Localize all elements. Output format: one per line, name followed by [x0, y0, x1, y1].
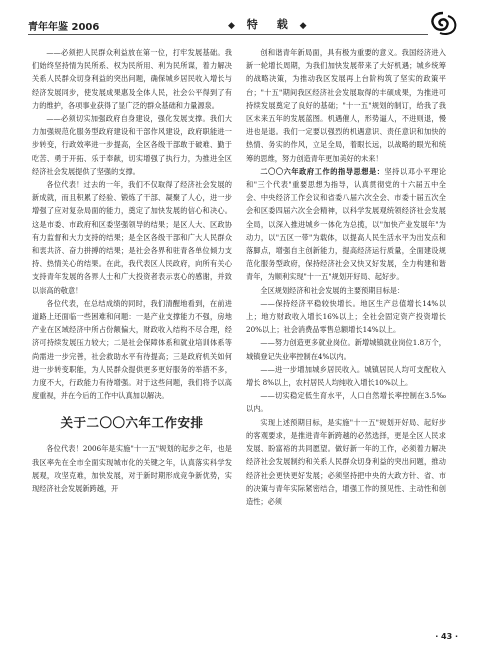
paragraph: 各位代表！2006年是实施"十一五"规划的起步之年，也是我区率先在全市全面实现城市化的关键之年，认真落实科学发展观，攻坚克难，加快发展，对于新时期形成竞争新优势，实现经济社会发展新跨越，开 [32, 444, 232, 494]
paragraph: 各位代表，在总结成绩的同时，我们清醒地看到，在前进道路上还面临一些困难和问题：一是产业支撑能力不强，房地产业在区域经济中所占份额偏大，财政收入结构不尽合理，经济可持续发展压力较大；二是社会保障体系和就业培训体系等尚需进一步完善，社会救助水平有待提高；三是政府机关如何进一步转变职能，为人民群众提供更多更好服务的举措不多，力度不大，行政能力有待增强。对于这些问题，我们将予以高度重视，并在今后的工作中认真加以解决。 [32, 298, 232, 401]
paragraph: 实现上述预期目标，是实施"十一五"规划开好局、起好步的客观要求，是推进青年新跨越的必然选择，更是全区人民求发展、盼富裕的共同愿望。做好新一年的工作，必须着力解决经济社会发展制约和关系人民群众切身利益的突出问题，推动经济社会更快更好发展；必须坚持把中央的大政方针、省、市的决策与青年实际紧密结合，增强工作的预见性、主动性和创造性；必须 [246, 417, 446, 506]
diamond-icon: ◆ [299, 21, 311, 31]
right-column [246, 46, 446, 508]
guiding-principle-paragraph [246, 165, 446, 284]
swirl-logo-icon [426, 10, 460, 36]
page-header [28, 10, 460, 36]
journal-title: 青年年鉴 2006 [28, 22, 100, 33]
bold-lead-text: 二〇〇六年政府工作的指导思想是： [260, 166, 385, 176]
diamond-icon: ◆ [228, 21, 239, 31]
left-column [32, 46, 232, 495]
target-item: ——保持经济平稳较快增长。地区生产总值增长14%以上；地方财政收入增长16%以上；全社会固定资产投资增长20%以上；社会消费品零售总额增长14%以上。 [246, 298, 446, 335]
paragraph: 各位代表！过去的一年，我们不仅取得了经济社会发展的新成就，而且积累了经验、锻炼了干部、凝聚了人心，进一步增强了应对复杂局面的能力，奠定了加快发展的信心和决心。这是市委、市政府和区委坚强领导的结果；是区人大、区政协有力监督和大力支持的结果；是全区各级干部和广大人民群众和衷共济、奋力拼搏的结果；是社会各界和驻青各单位倾力支持、热情关心的结果。在此，我代表区人民政府，向所有关心支持青年发展的各界人士和广大投资者表示衷心的感谢，并致以崇高的敬意！ [32, 180, 232, 295]
section-title: 关于二〇〇六年工作安排 [60, 415, 204, 431]
page-number: · 43 · [435, 632, 458, 641]
paragraph: ——必须切实加强政府自身建设，强化发展支撑。我们大力加强规范化服务型政府建设和干部作风建设，政府职能进一步转变，行政效率进一步提高，全区各级干部敢于破难、勤于吃苦、勇于开拓、乐于奉献，切实增强了执行力，为推进全区经济社会发展提供了坚强的支撑。 [32, 114, 232, 176]
targets-intro: 全区规划经济和社会发展的主要预期目标是： [260, 285, 405, 295]
paragraph: 创和谐青年新局面，具有极为重要的意义。我国经济进入新一轮增长周期，为我们加快发展带来了大好机遇；城乡统筹的战略决策，为推动我区发展再上台阶构筑了坚实的政策平台；"十五"期间我区经济社会发展取得的丰硕成果，为推进可持续发展奠定了良好的基础；"十一五"规划的制订，给我了我区未来五年的发展蓝图。机遇催人，形势逼人，不进则退，慢进也是退。我们一定要以强烈的机遇意识、责任意识和加快的热情、务实的作风，立足全局，着眼长远，以战略的眼光和统筹的思维，努力创造青年更加美好的未来！ [246, 48, 446, 163]
lead-rest-text: 坚持以邓小平理论和"三个代表"重要思想为指导，认真贯彻党的十六届五中全会、中央经济工作会议和省委八届六次全会、市委十届五次全会和区委四届六次全会精神，以科学发展观统领经济社会发展全局，以深入推进城乡一体化为总揽，以"加快产业发展年"为动力，以"五区一带"为载体，以提高人民生活水平为出发点和落脚点，增强自主创新能力，提高经济运行质量，全面建设规范化服务型政府，保持经济社会又快又好发展，全力构建和谐青年，为顺利实现"十一五"规划开好局、起好步。 [246, 166, 446, 282]
target-item: ——切实稳定低生育水平，人口自然增长率控制在3.5‰以内。 [246, 391, 446, 414]
target-item: ——进一步增加城乡居民收入。城镇居民人均可支配收入增长 8%以上，农村居民人均纯收入增长10%以上。 [246, 364, 446, 388]
target-item: ——努力创造更多就业岗位。新增城镇就业岗位1.8万个，城镇登记失业率控制在4%以内。 [246, 338, 446, 361]
section-label [228, 16, 311, 32]
header-rule [28, 34, 428, 35]
section-name: 特 载 [246, 18, 292, 31]
paragraph: ——必须把人民群众利益放在第一位，打牢发展基础。我们始终坚持情为民所系、权为民所用、利为民所谋，着力解决关系人民群众切身利益的突出问题，确保城乡居民收入增长与经济发展同步，使发展成果惠及全体人民，社会公平得到了有力的维护，各项事业获得了显广泛的群众基础和力量源泉。 [32, 48, 232, 110]
